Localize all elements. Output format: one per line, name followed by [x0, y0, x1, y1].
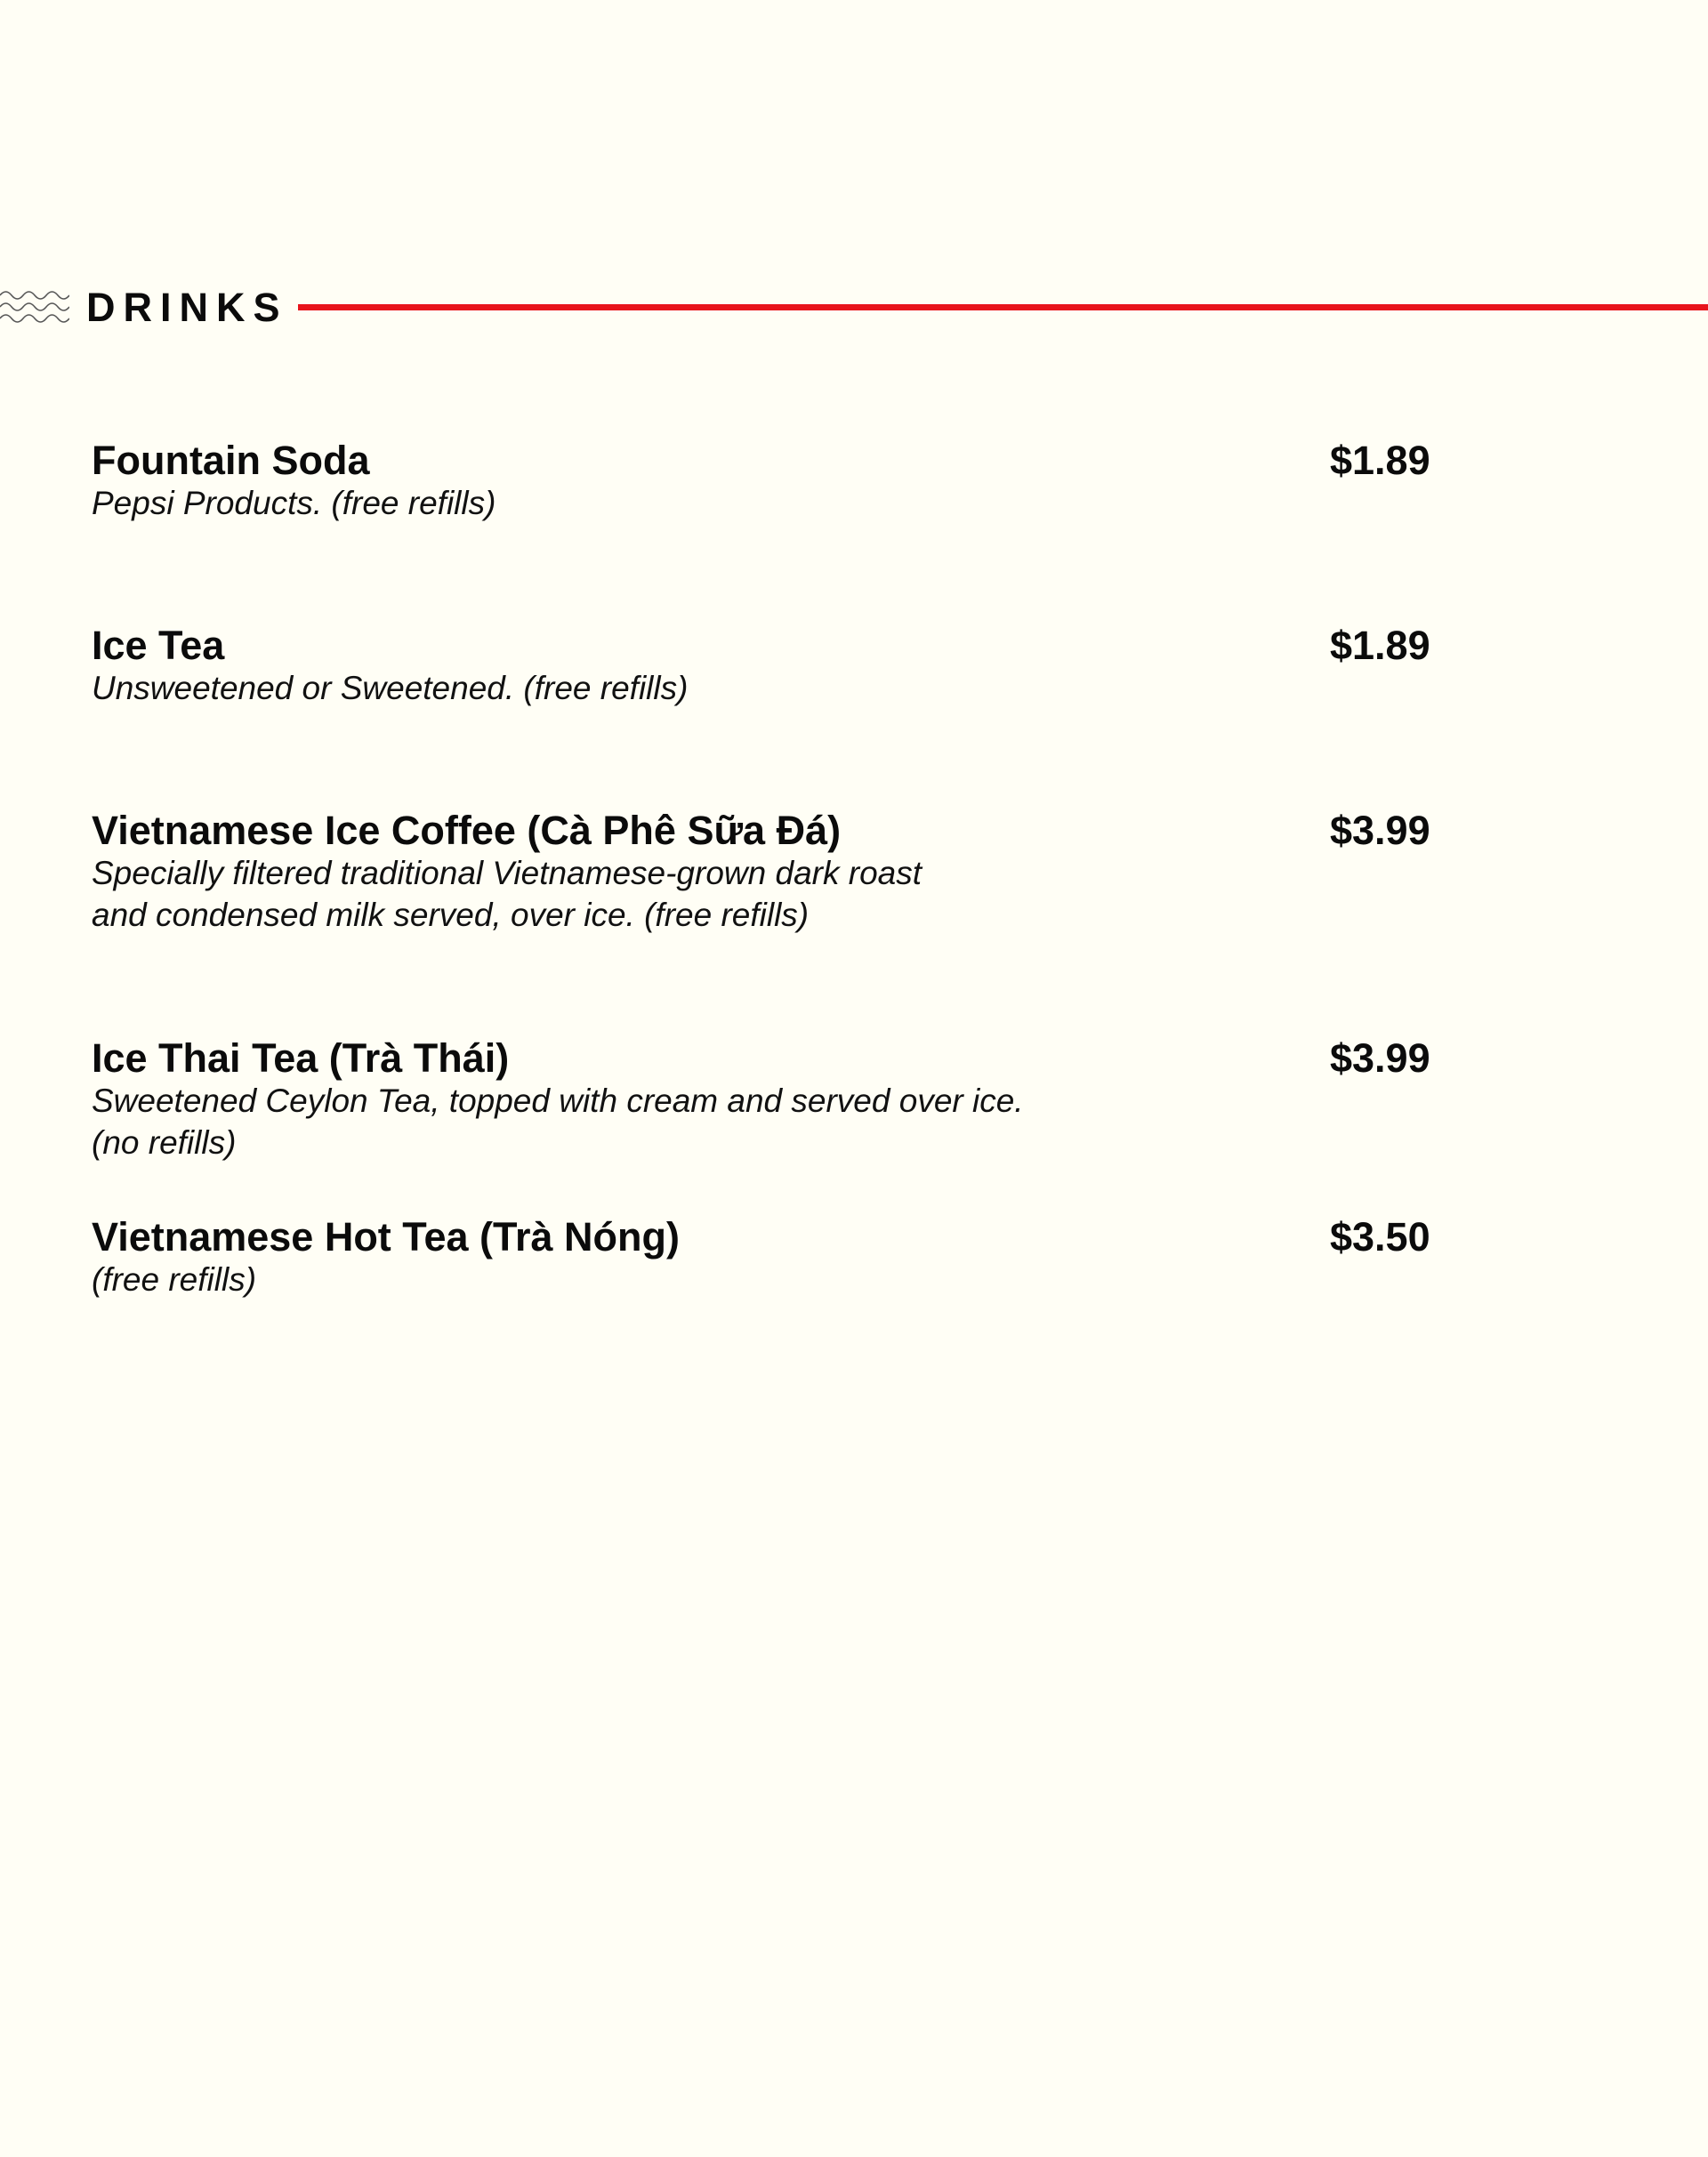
item-description-line: Pepsi Products. (free refills)	[92, 485, 496, 521]
section-title: DRINKS	[86, 285, 288, 330]
item-price: $1.89	[1330, 438, 1430, 483]
item-price: $3.99	[1330, 1035, 1430, 1081]
section-divider	[298, 304, 1708, 310]
item-name: Vietnamese Ice Coffee (Cà Phê Sữa Đá)	[92, 808, 842, 853]
item-description-line: Specially filtered traditional Vietnamese-grown dark roast	[92, 855, 922, 891]
item-name: Vietnamese Hot Tea (Trà Nóng)	[92, 1214, 680, 1260]
item-description-line: Unsweetened or Sweetened. (free refills)	[92, 670, 689, 706]
item-description	[92, 667, 688, 709]
item-description-line: and condensed milk served, over ice. (free refills)	[92, 897, 810, 933]
item-description	[92, 852, 922, 936]
item-price: $3.99	[1330, 808, 1430, 853]
item-description	[92, 1080, 1024, 1163]
item-price: $1.89	[1330, 623, 1430, 668]
waves-icon	[0, 286, 69, 327]
item-description-line: (free refills)	[92, 1261, 257, 1298]
item-name: Fountain Soda	[92, 438, 370, 483]
item-price: $3.50	[1330, 1214, 1430, 1260]
item-description-line: (no refills)	[92, 1124, 237, 1161]
item-description-line: Sweetened Ceylon Tea, topped with cream and served over ice.	[92, 1083, 1024, 1119]
section-header	[0, 283, 1708, 333]
item-name: Ice Thai Tea (Trà Thái)	[92, 1035, 510, 1081]
item-description	[92, 482, 495, 524]
item-name: Ice Tea	[92, 623, 225, 668]
item-description	[92, 1259, 256, 1300]
